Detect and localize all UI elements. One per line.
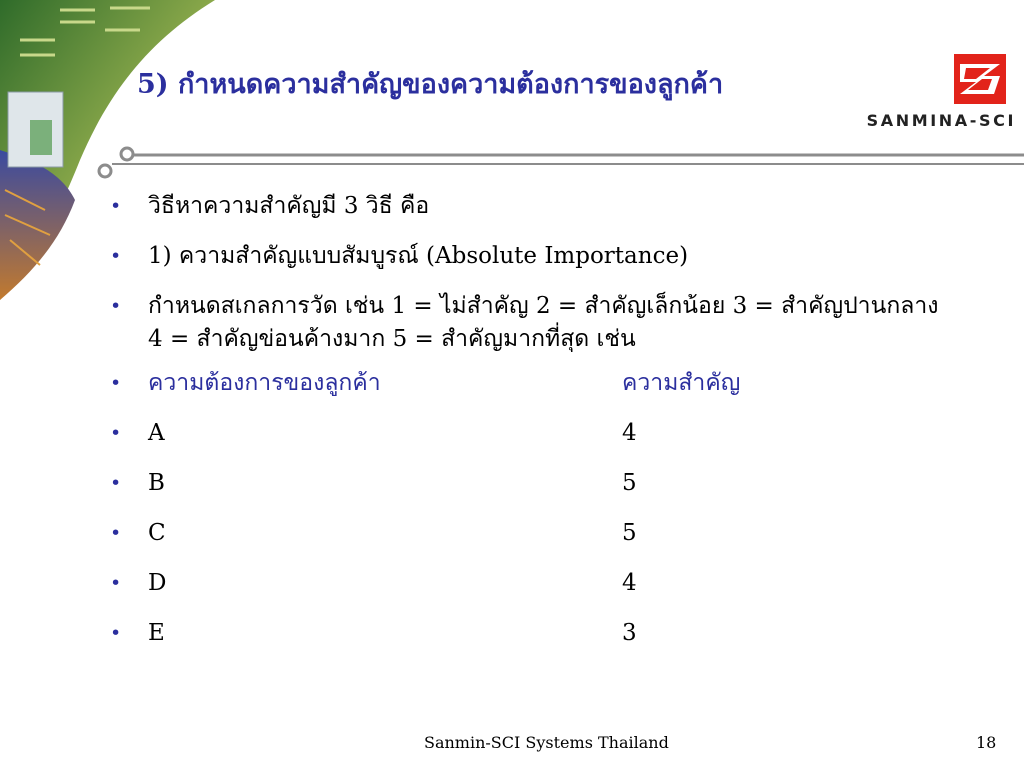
row-need: C <box>148 520 166 546</box>
bullet-item <box>110 290 1000 356</box>
bullet-dot-icon: • <box>110 522 122 544</box>
table-row <box>110 617 1000 650</box>
bullet-dot-icon: • <box>110 622 122 644</box>
bullet-dot-icon: • <box>110 372 122 394</box>
row-importance: 5 <box>622 520 637 546</box>
row-need: B <box>148 470 165 496</box>
table-row <box>110 517 1000 550</box>
bullet-text: กำหนดสเกลการวัด เช่น 1 = ไม่สำคัญ 2 = สำคัญเล็กน้อย 3 = สำคัญปานกลาง <box>148 293 939 319</box>
bullet-dot-icon: • <box>110 195 122 217</box>
table-row <box>110 467 1000 500</box>
header-need: ความต้องการของลูกค้า <box>148 370 381 396</box>
bullet-dot-icon: • <box>110 472 122 494</box>
bullet-dot-icon: • <box>110 245 122 267</box>
decorative-rail <box>92 142 1024 182</box>
slide-title: 5) กำหนดความสำคัญของความต้องการของลูกค้า <box>137 69 724 100</box>
table-row <box>110 417 1000 450</box>
page-number: 18 <box>976 733 997 752</box>
table-header-row <box>110 367 1000 400</box>
bullet-text: วิธีหาความสำคัญมี 3 วิธี คือ <box>148 193 430 219</box>
bullet-item <box>110 240 1000 273</box>
footer-company: Sanmin-SCI Systems Thailand <box>424 733 669 752</box>
bullet-dot-icon: • <box>110 572 122 594</box>
row-importance: 5 <box>622 470 637 496</box>
sanmina-logo-icon <box>954 54 1006 104</box>
row-need: D <box>148 570 167 596</box>
bullet-text-line2: 4 = สำคัญข่อนค้างมาก 5 = สำคัญมากที่สุด เช่น <box>148 326 636 352</box>
table-row <box>110 567 1000 600</box>
company-logo <box>846 48 1016 138</box>
bullet-item <box>110 190 1000 223</box>
bullet-list <box>110 190 1000 667</box>
bullet-dot-icon: • <box>110 295 122 317</box>
row-need: E <box>148 620 165 646</box>
row-importance: 4 <box>622 420 637 446</box>
row-importance: 4 <box>622 570 637 596</box>
row-importance: 3 <box>622 620 637 646</box>
logo-wordmark: SANMINA-SCI <box>866 111 1016 130</box>
bullet-text: 1) ความสำคัญแบบสัมบูรณ์ (Absolute Importance) <box>148 243 689 269</box>
bullet-dot-icon: • <box>110 422 122 444</box>
row-need: A <box>148 420 165 446</box>
header-importance: ความสำคัญ <box>622 370 741 396</box>
